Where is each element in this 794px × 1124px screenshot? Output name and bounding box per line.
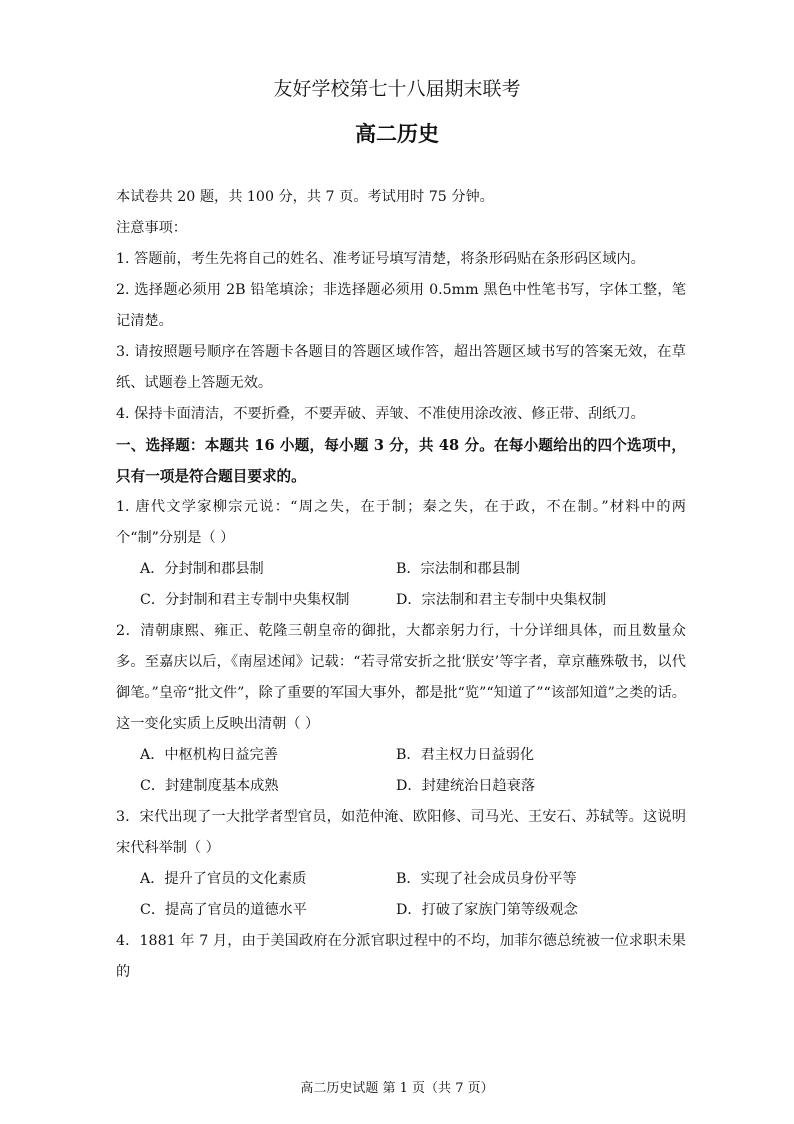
- question-stem: 3．宋代出现了一大批学者型官员，如范仲淹、欧阳修、司马光、王安石、苏轼等。这说明宋代科举制（ ）: [116, 809, 686, 856]
- option-c: C．分封制和君主专制中央集权制: [140, 592, 350, 608]
- option-d: D．封建统治日趋衰落: [396, 778, 536, 794]
- option-d: D．宗法制和君主专制中央集权制: [396, 592, 607, 608]
- option-b: B．实现了社会成员身份平等: [396, 871, 577, 887]
- question-stem: 4．1881 年 7 月，由于美国政府在分派官职过程中的不均，加菲尔德总统被一位求职未果的: [116, 933, 686, 980]
- option-a: A．提升了官员的文化素质: [140, 871, 307, 887]
- question-options: [116, 554, 686, 616]
- option-c: C．提高了官员的道德水平: [140, 902, 307, 918]
- page-title: 友好学校第七十八届期末联考: [273, 78, 521, 100]
- page-subtitle: 高二历史: [355, 121, 439, 146]
- section-heading: 一、选择题：本题共 16 小题，每小题 3 分，共 48 分。在每小题给出的四个选项中，只有一项是符合题目要求的。: [116, 437, 686, 485]
- notes-heading: 注意事项：: [116, 220, 187, 236]
- note-item: 4. 保持卡面清洁，不要折叠，不要弄破、弄皱、不准使用涂改液、修正带、刮纸刀。: [116, 406, 645, 422]
- option-b: B．君主权力日益弱化: [396, 747, 535, 763]
- option-b: B．宗法制和郡县制: [396, 561, 520, 577]
- exam-summary: 本试卷共 20 题，共 100 分，共 7 页。考试用时 75 分钟。: [116, 189, 494, 205]
- question-stem: 2．清朝康熙、雍正、乾隆三朝皇帝的御批，大都亲躬力行，十分详细具体，而且数量众多。至嘉庆以后，《南屋述闻》记载：“若寻常安折之批‘朕安’等字者，章京蘸殊敬书，以代御笔。”皇帝“批文件”，除了重要的军国大事外，都是批“览”“知道了”“该部知道”之类的话。这一变化实质上反映出清朝（ ）: [116, 623, 686, 732]
- option-a: A．中枢机构日益完善: [140, 747, 278, 763]
- note-item: 2. 选择题必须用 2B 铅笔填涂；非选择题必须用 0.5mm 黑色中性笔书写，字体工整，笔记清楚。: [116, 282, 686, 329]
- question-options: [116, 740, 686, 802]
- page-footer: 高二历史试题 第 1 页（共 7 页）: [300, 1081, 494, 1096]
- question-stem: 1. 唐代文学家柳宗元说：“周之失，在于制；秦之失，在于政，不在制。”材料中的两个“制”分别是（ ）: [116, 499, 686, 546]
- note-item: 1. 答题前，考生先将自己的姓名、准考证号填写清楚，将条形码贴在条形码区域内。: [116, 251, 645, 267]
- exam-body: [116, 182, 686, 988]
- option-a: A．分封制和郡县制: [140, 561, 264, 577]
- question-options: [116, 864, 686, 926]
- option-d: D．打破了家族门第等级观念: [396, 902, 578, 918]
- option-c: C．封建制度基本成熟: [140, 778, 279, 794]
- note-item: 3. 请按照题号顺序在答题卡各题目的答题区域作答，超出答题区域书写的答案无效，在草纸、试题卷上答题无效。: [116, 344, 686, 391]
